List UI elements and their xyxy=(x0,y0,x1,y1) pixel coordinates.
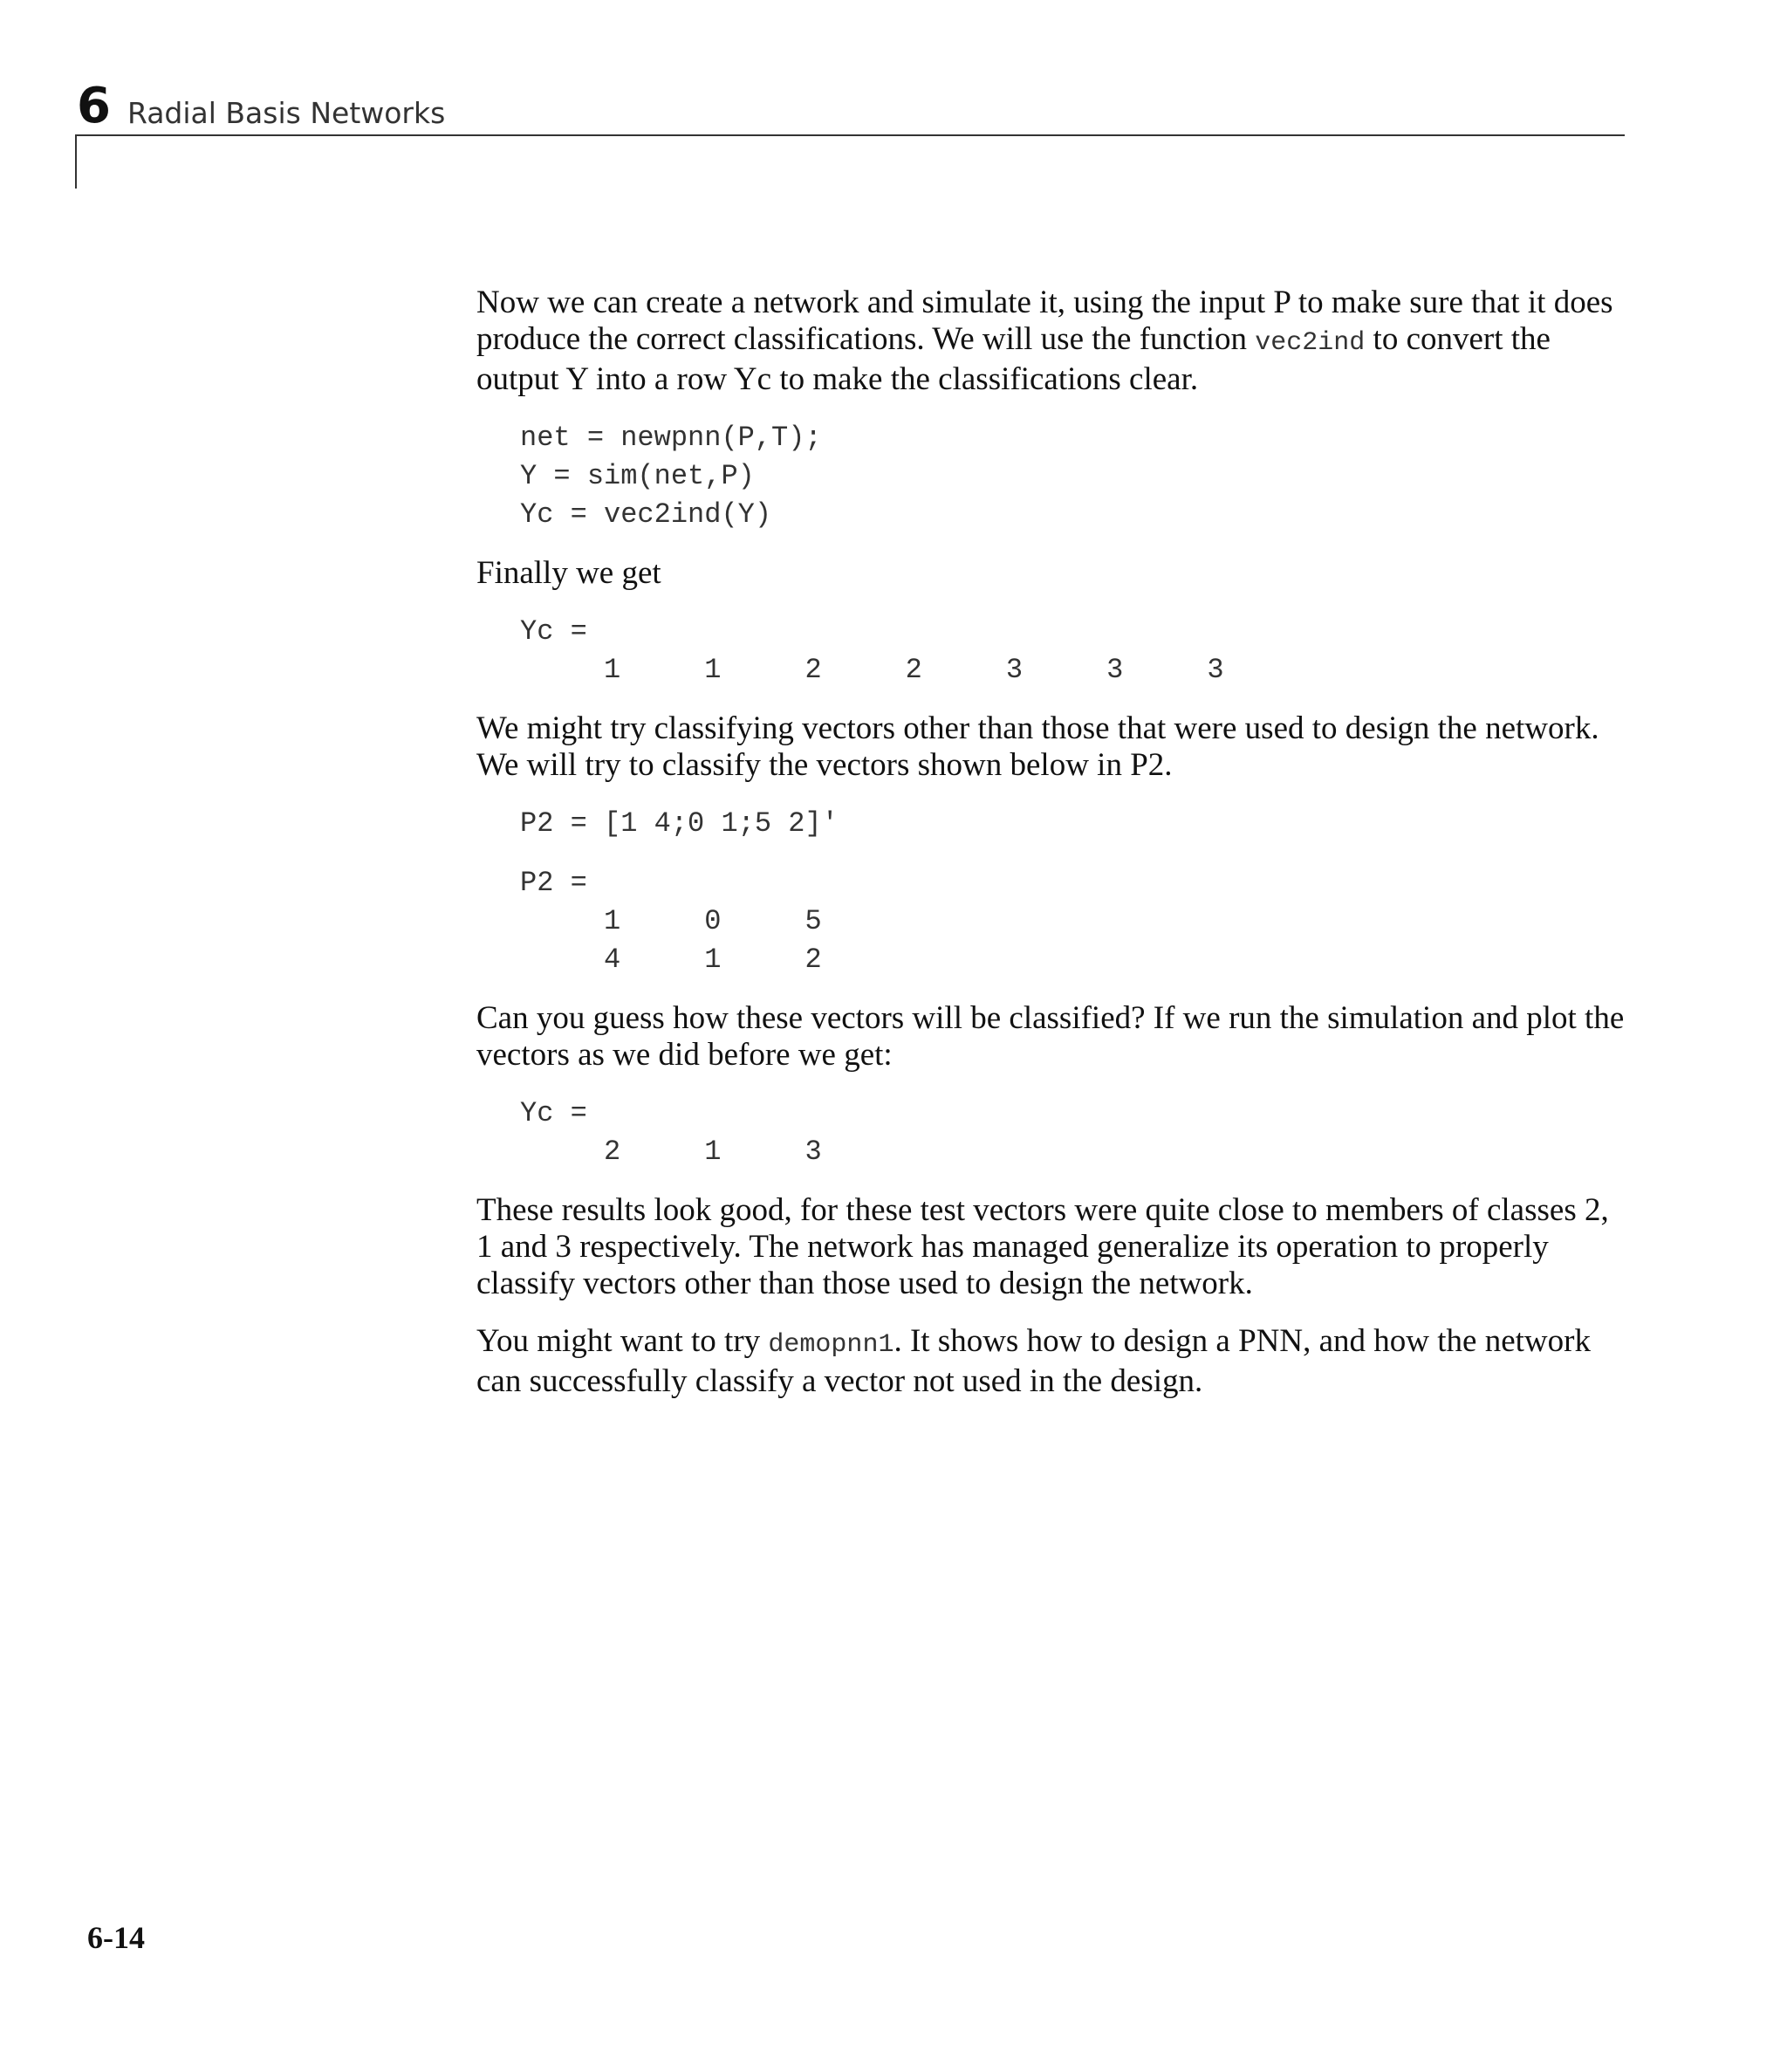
code-block-yc-result xyxy=(520,1094,1628,1171)
paragraph-text: to convert the output Y into a row Yc to make the classifications clear. xyxy=(476,321,1551,397)
paragraph-finally: Finally we get xyxy=(476,555,661,591)
code-line: Yc = vec2ind(Y) xyxy=(520,498,772,531)
chapter-number: 6 xyxy=(77,78,111,134)
code-line: 2 1 3 xyxy=(520,1135,822,1168)
paragraph-classify-other: We might try classifying vectors other than those that were used to design the network. We will try to classify the vectors shown below in P2. xyxy=(476,710,1599,783)
header-side-rule xyxy=(75,134,77,189)
paragraph-results: These results look good, for these test vectors were quite close to members of classes 2, 1 and 3 respectively. The network has managed generalize its operation to properly classify vectors other than those used to design the network. xyxy=(476,1192,1609,1301)
page-number: 6-14 xyxy=(87,1920,145,1955)
code-line: Yc = xyxy=(520,615,587,648)
chapter-title: Radial Basis Networks xyxy=(127,96,446,130)
code-block-simulate xyxy=(520,419,1628,534)
code-block-p2-output xyxy=(520,864,1628,979)
inline-code-vec2ind: vec2ind xyxy=(1255,328,1366,358)
page-content xyxy=(476,285,1628,1421)
code-line: 1 1 2 2 3 3 3 xyxy=(520,654,1224,686)
header-rule xyxy=(77,134,1625,136)
paragraph-text: . It shows how to design a PNN, and how the network can successfully classify a vector not used in the design. xyxy=(476,1323,1591,1399)
code-line: Yc = xyxy=(520,1097,587,1129)
code-line: 4 1 2 xyxy=(520,943,822,976)
paragraph-create-network xyxy=(476,285,1628,398)
paragraph-guess: Can you guess how these vectors will be classified? If we run the simulation and plot the vectors as we did before we get: xyxy=(476,1000,1625,1073)
code-line: Y = sim(net,P) xyxy=(520,460,755,492)
inline-code-demopnn1: demopnn1 xyxy=(768,1330,894,1360)
code-line: 1 0 5 xyxy=(520,905,822,937)
code-line: P2 = xyxy=(520,867,587,899)
code-line: P2 = [1 4;0 1;5 2]' xyxy=(520,807,839,840)
paragraph-demo xyxy=(476,1323,1628,1400)
paragraph-text: You might want to try xyxy=(476,1323,769,1359)
code-line: net = newpnn(P,T); xyxy=(520,422,822,454)
code-block-yc-output xyxy=(520,613,1628,690)
page-header xyxy=(77,77,1625,138)
paragraph-text: Now we can create a network and simulate it, using the input P to make sure that it does produce the correct classifications. We will use the function xyxy=(476,285,1613,357)
code-block-p2-define xyxy=(520,805,1628,843)
